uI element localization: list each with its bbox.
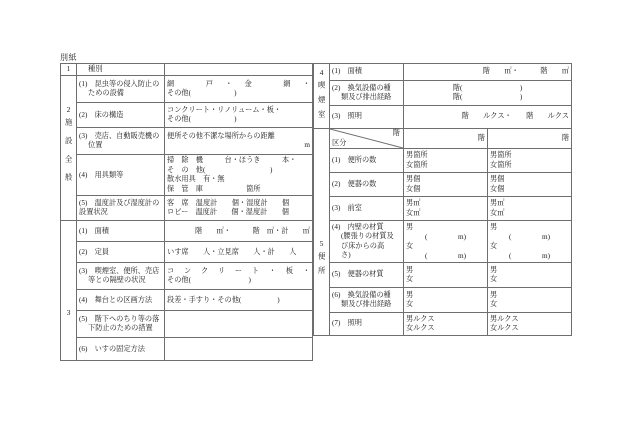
- section-number-3: 3: [66, 307, 71, 317]
- table-row-kubetsu: [61, 64, 313, 76]
- row-label-cont: (腰張りの材質及: [341, 232, 394, 241]
- gender-male: 男: [406, 290, 414, 299]
- unit: ㎡: [413, 208, 421, 217]
- height-input: ( m): [425, 232, 466, 241]
- row-value[interactable]: [165, 263, 313, 290]
- row-value-col2[interactable]: [488, 149, 572, 173]
- row-value-col2[interactable]: [488, 263, 572, 288]
- row-value[interactable]: [165, 338, 313, 361]
- row-value[interactable]: [165, 242, 313, 263]
- attachment-label: 別紙: [60, 53, 77, 62]
- table-row: [61, 311, 313, 338]
- gender-male: 男: [490, 175, 498, 183]
- value-line: 階 ㎡・ 階 ㎡: [482, 67, 570, 76]
- gender-male: 男: [490, 290, 498, 299]
- gender-male: 男: [406, 265, 414, 274]
- table-row: [61, 128, 313, 155]
- row-value-col1[interactable]: [404, 173, 488, 197]
- table-row: [61, 103, 313, 128]
- matrix-col2-header: 階: [488, 129, 572, 149]
- row-value-col1[interactable]: [404, 221, 488, 263]
- row-value[interactable]: [165, 76, 313, 103]
- section-vertical-label-4: 喫煙室: [317, 80, 327, 124]
- value-line: 階 ルクス・ 階 ルクス: [461, 112, 570, 121]
- table-row: [314, 197, 572, 221]
- row-label: [77, 155, 165, 196]
- row-no: (5) 階下へのちり等の落: [79, 315, 160, 323]
- row-value-col1[interactable]: [404, 149, 488, 173]
- row-value[interactable]: [404, 81, 572, 106]
- value-line: その他( ): [167, 115, 237, 124]
- unit: 箇所: [413, 160, 428, 169]
- value-line: コンクリート・リノリューム・板・: [167, 105, 282, 114]
- gender-male: 男: [490, 151, 498, 159]
- gender-male: 男: [406, 151, 414, 159]
- row-no: (1) 便所の数: [332, 155, 377, 164]
- gender-female: 女: [490, 208, 498, 217]
- table-row: [314, 173, 572, 197]
- value-line: 客 席 温度計 個・湿度計 個: [167, 198, 290, 207]
- row-value-col2[interactable]: [488, 288, 572, 313]
- unit: 個: [497, 175, 505, 183]
- section-vertical-label-5: 便所: [317, 251, 327, 281]
- row-value[interactable]: [165, 128, 313, 155]
- row-label-cont: 類及び排出経路: [341, 300, 392, 308]
- value-line: 散水用具 有・無: [167, 175, 225, 184]
- row-label-cont: 等との隔壁の状況: [88, 276, 146, 285]
- table-row: [61, 338, 313, 361]
- gender-male: 男: [490, 199, 498, 207]
- row-label-cont: 下防止のための措置: [88, 324, 153, 333]
- unit: ルクス: [413, 314, 435, 323]
- unit: ㎡: [497, 199, 505, 207]
- row-no: (3) 売店、自動販売機の: [79, 132, 160, 140]
- height-input: ( m): [425, 251, 466, 260]
- section-number-5: 5: [319, 239, 324, 249]
- row-value-col1[interactable]: [404, 288, 488, 313]
- row-label: [77, 128, 165, 155]
- table-row: [314, 64, 572, 81]
- gender-female: 女: [406, 324, 414, 332]
- table-row: [314, 106, 572, 129]
- row-label: [330, 221, 404, 263]
- row-label: [330, 173, 404, 197]
- row-value-col1[interactable]: [404, 197, 488, 221]
- row-no: (4) 舞台との区画方法: [79, 295, 153, 304]
- row-label: [77, 221, 165, 242]
- row-label: [77, 290, 165, 311]
- right-form-table: [313, 63, 572, 336]
- row-label: [330, 197, 404, 221]
- gender-female: 女: [406, 208, 414, 217]
- row-value-col2[interactable]: [488, 221, 572, 263]
- row-label-cont: 位置: [88, 141, 103, 150]
- row-label: [77, 242, 165, 263]
- row-no: (7) 照明: [332, 319, 362, 328]
- value-line: ロビー 温度計 個・湿度計 個: [167, 208, 289, 217]
- gender-female: 女: [406, 184, 414, 193]
- value-line: 掃 除 機 台・ほうき 本・: [167, 156, 297, 165]
- row-label: [330, 64, 404, 81]
- row-value-col2[interactable]: [488, 173, 572, 197]
- row-no: (1) 面積: [332, 67, 362, 76]
- matrix-header-category: 区分: [332, 138, 347, 147]
- gender-female: 女: [406, 275, 414, 283]
- matrix-corner-header: [330, 129, 404, 149]
- unit: 個: [497, 184, 505, 193]
- row-value-col1[interactable]: [404, 263, 488, 288]
- table-row: [61, 196, 313, 221]
- unit: 個: [413, 175, 421, 183]
- header-label-text: 種別: [88, 65, 103, 73]
- value-line: 階 ㎡・ 階 ㎡・計 ㎡: [194, 226, 310, 235]
- row-label: [330, 288, 404, 313]
- row-value-col1[interactable]: [404, 313, 488, 336]
- row-label: [330, 313, 404, 336]
- gender-male: 男: [490, 265, 498, 274]
- gender-female: 女: [406, 300, 414, 308]
- row-label: [330, 106, 404, 129]
- matrix-header-floor: 階: [392, 129, 400, 137]
- value-line: その他( ): [167, 89, 237, 98]
- row-no: (1) 昆虫等の侵入防止の: [79, 80, 160, 88]
- gender-male: 男: [490, 314, 498, 323]
- gender-male: 男: [406, 199, 414, 207]
- gender-female: 女: [490, 242, 498, 250]
- table-row: [314, 313, 572, 336]
- header-label: [77, 64, 165, 76]
- row-label-cont: 類及び排出経路: [341, 93, 392, 101]
- value-line: 便所その他不潔な場所からの距離: [167, 131, 275, 140]
- gender-female: 女: [406, 242, 414, 250]
- row-no: (2) 床の構造: [79, 110, 124, 119]
- table-row: [61, 76, 313, 103]
- row-value[interactable]: [165, 196, 313, 221]
- gender-male: 男: [406, 314, 414, 323]
- row-no: (4) 内壁の材質: [332, 223, 384, 231]
- row-no: (6) 換気設備の種: [332, 290, 391, 299]
- table-row: [314, 263, 572, 288]
- unit: ルクス: [497, 324, 519, 332]
- unit: ㎡: [413, 199, 421, 207]
- gender-female: 女: [490, 184, 498, 193]
- row-label-cont: さ): [341, 251, 351, 260]
- gender-female: 女: [490, 160, 498, 169]
- row-label: [330, 81, 404, 106]
- gender-male: 男: [406, 223, 414, 231]
- value-line: 保 管 庫 箇所: [167, 184, 261, 193]
- section-vertical-label-2: 施設全般: [64, 117, 74, 192]
- value-line: コ ン ク リ ー ト ・ 板 ・: [167, 266, 310, 275]
- row-value[interactable]: [165, 221, 313, 242]
- row-value[interactable]: [165, 103, 313, 128]
- row-no: (5) 便器の材質: [332, 270, 384, 279]
- row-label: [77, 103, 165, 128]
- row-value[interactable]: [165, 155, 313, 196]
- row-value[interactable]: [404, 64, 572, 81]
- table-row: [314, 149, 572, 173]
- table-row: [61, 221, 313, 242]
- row-label-cont: ための設備: [88, 89, 124, 98]
- header-number: 1: [61, 64, 77, 76]
- row-label-cont: び床からの高: [341, 241, 385, 250]
- table-row: [61, 263, 313, 290]
- row-no: (3) 前室: [332, 203, 362, 212]
- section-spine-2: [61, 76, 77, 221]
- value-line: その他( ): [167, 276, 251, 285]
- row-no: (5) 温度計及び湿度計の: [79, 199, 160, 207]
- table-row: [314, 288, 572, 313]
- value-line: 階( ): [452, 83, 523, 92]
- table-row-matrix-header: [314, 129, 572, 149]
- table-row: [61, 155, 313, 196]
- row-no: (2) 定員: [79, 247, 109, 256]
- section-spine-5: [314, 129, 330, 336]
- row-label-cont: 設置状況: [79, 208, 108, 217]
- left-form-table: [60, 63, 313, 361]
- row-no: (4) 用具類等: [79, 170, 124, 179]
- table-row: [314, 81, 572, 106]
- table-row: [61, 242, 313, 263]
- value-line: 段差・手すり・その他( ): [167, 295, 280, 304]
- value-unit: m: [304, 141, 310, 150]
- row-label: [77, 338, 165, 361]
- row-no: (2) 換気設備の種: [332, 83, 391, 92]
- unit: 箇所: [497, 160, 512, 169]
- matrix-col1-header: 階: [404, 129, 488, 149]
- row-value[interactable]: [165, 311, 313, 338]
- unit: ㎡: [497, 208, 505, 217]
- section-number-2: 2: [66, 105, 71, 115]
- row-value[interactable]: [404, 106, 572, 129]
- row-label: [77, 263, 165, 290]
- row-value[interactable]: [165, 290, 313, 311]
- row-no: (3) 照明: [332, 112, 362, 121]
- unit: 個: [413, 184, 421, 193]
- section-spine-3: [61, 221, 77, 361]
- gender-male: 男: [490, 223, 498, 231]
- header-value[interactable]: [165, 64, 313, 76]
- table-row: [314, 221, 572, 263]
- row-no: (1) 面積: [79, 226, 109, 235]
- row-value-col2[interactable]: [488, 197, 572, 221]
- unit: 箇所: [413, 151, 428, 159]
- table-row: [61, 290, 313, 311]
- row-label: [330, 263, 404, 288]
- unit: ルクス: [497, 314, 519, 323]
- section-number-4: 4: [319, 68, 324, 78]
- unit: ルクス: [413, 324, 435, 332]
- unit: 箇所: [497, 151, 512, 159]
- gender-female: 女: [490, 324, 498, 332]
- row-label: [77, 196, 165, 221]
- row-no: (2) 便器の数: [332, 179, 377, 188]
- height-input: ( m): [509, 251, 550, 260]
- value-line: 網 戸・金 網・: [167, 79, 310, 88]
- row-label: [77, 76, 165, 103]
- gender-female: 女: [490, 275, 498, 283]
- gender-female: 女: [406, 160, 414, 169]
- value-line: 階( ): [452, 93, 523, 101]
- row-label: [77, 311, 165, 338]
- row-label: [330, 149, 404, 173]
- value-line: そ の 他( ): [167, 165, 273, 174]
- height-input: ( m): [509, 232, 550, 241]
- gender-male: 男: [406, 175, 414, 183]
- value-line: いす席 人・立見席 人・計 人: [167, 247, 297, 256]
- row-no: (6) いすの固定方法: [79, 344, 145, 353]
- row-value-col2[interactable]: [488, 313, 572, 336]
- gender-female: 女: [490, 300, 498, 308]
- section-spine-4: [314, 64, 330, 129]
- row-no: (3) 喫煙室、便所、売店: [79, 267, 160, 275]
